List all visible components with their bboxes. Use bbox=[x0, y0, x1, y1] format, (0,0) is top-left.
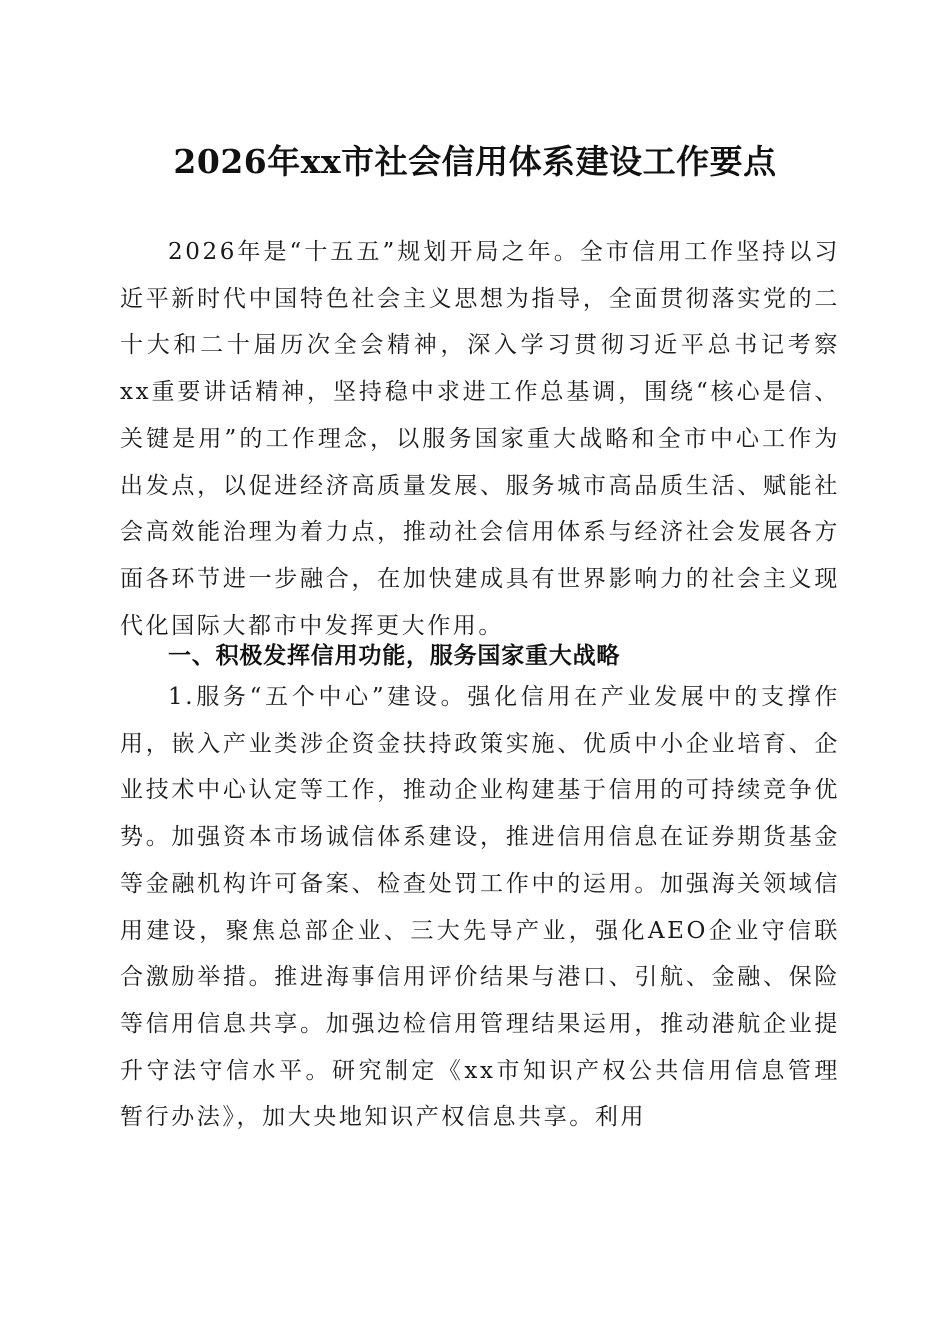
intro-paragraph: 2026年是“十五五”规划开局之年。全市信用工作坚持以习近平新时代中国特色社会主义思想为指导，全面贯彻落实党的二十大和二十届历次全会精神，深入学习贯彻习近平总书记考察xx重要讲话精神，坚持稳中求进工作总基调，围绕“核心是信、关键是用”的工作理念，以服务国家重大战略和全市中心工作为出发点，以促进经济高质量发展、服务城市高品质生活、赋能社会高效能治理为着力点，推动社会信用体系与经济社会发展各方面各环节进一步融合，在加快建成具有世界影响力的社会主义现代化国际大都市中发挥更大作用。 bbox=[120, 239, 840, 639]
section-heading-1: 一、积极发挥信用功能，服务国家重大战略 bbox=[168, 643, 621, 669]
document-title: 2026年xx市社会信用体系建设工作要点 bbox=[173, 142, 777, 181]
section-1-paragraph-1: 1.服务“五个中心”建设。强化信用在产业发展中的支撑作用，嵌入产业类涉企资金扶持政策实施、优质中小企业培育、企业技术中心认定等工作，推动企业构建基于信用的可持续竞争优势。加强资本市场诚信体系建设，推进信用信息在证券期货基金等金融机构许可备案、检查处罚工作中的运用。加强海关领域信用建设，聚焦总部企业、三大先导产业，强化AEO企业守信联合激励举措。推进海事信用评价结果与港口、引航、金融、保险等信用信息共享。加强边检信用管理结果运用，推动港航企业提升守法守信水平。研究制定《xx市知识产权公共信用信息管理暂行办法》，加大央地知识产权信息共享。利用 bbox=[120, 684, 840, 1131]
